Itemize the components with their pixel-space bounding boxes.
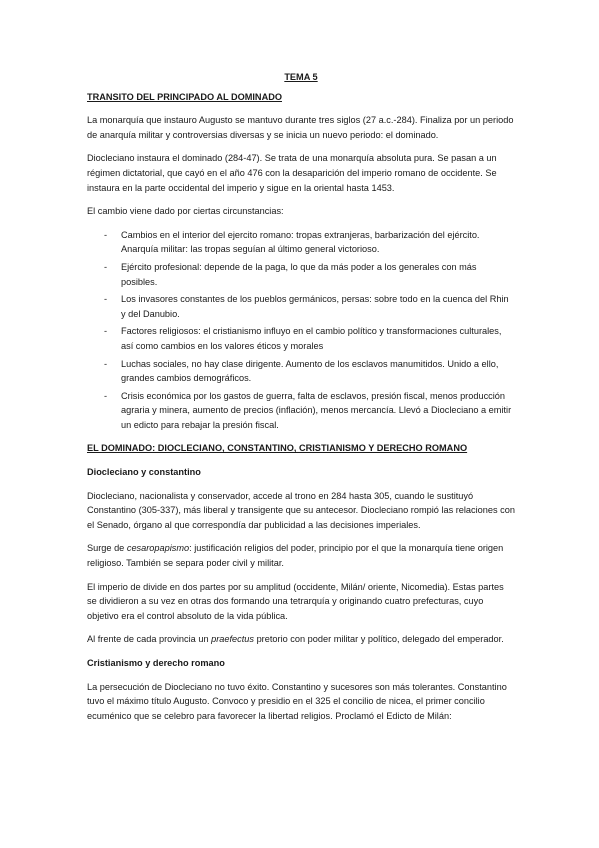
circumstances-list bbox=[87, 228, 515, 433]
list-item bbox=[87, 324, 515, 353]
bullet-dash: - bbox=[104, 358, 108, 369]
list-item-text: Luchas sociales, no hay clase dirigente. Aumento de los esclavos manumitidos. Unido a ello, grandes cambios demográficos. bbox=[121, 358, 499, 384]
italic-term: praefectus bbox=[211, 634, 255, 645]
paragraph: La persecución de Diocleciano no tuvo éxito. Constantino y sucesores son más tolerantes. Constantino tuvo el máximo título Augusto. Convoco y presidio en el 325 el concilio de nicea, el primer concilio ecuménico que se celebro para favorecer la libertad religios. Proclamó el Edicto de Milán: bbox=[87, 681, 507, 721]
paragraph: Diocleciano, nacionalista y conservador, accede al trono en 284 hasta 305, cuando le sustituyó Constantino (305-337), más liberal y transigente que su antecesor. Diocleciano rompió las relaciones con el Senado, órgano al que correspondía dar publicidad a las decisiones imperiales. bbox=[87, 490, 515, 530]
list-item bbox=[87, 292, 515, 321]
paragraph-text: : justificación religios del poder, principio por el que la monarquía tiene origen religioso. También se separa poder civil y militar. bbox=[87, 543, 504, 569]
list-item bbox=[87, 357, 515, 386]
bullet-dash: - bbox=[104, 229, 108, 240]
paragraph-text: Al frente de cada provincia un bbox=[87, 634, 212, 645]
section-heading-dominado: EL DOMINADO: DIOCLECIANO, CONSTANTINO, CRISTIANISMO Y DERECHO ROMANO bbox=[87, 443, 468, 454]
list-item bbox=[87, 260, 515, 289]
subsection-heading-cristianismo: Cristianismo y derecho romano bbox=[87, 658, 225, 668]
list-item bbox=[87, 228, 515, 257]
paragraph bbox=[87, 632, 515, 647]
bullet-dash: - bbox=[104, 294, 108, 305]
list-item-text: Ejército profesional: depende de la paga, lo que da más poder a los generales con más posibles. bbox=[121, 261, 477, 287]
paragraph: Diocleciano instaura el dominado (284-47). Se trata de una monarquía absoluta pura. Se pasan a un régimen dictatorial, que cayó en el año 476 con la desaparición del imperio romano de occidente. Se instaura en la parte occidental del imperio y sigue en la oriental hasta 1453. bbox=[87, 153, 497, 193]
section-heading-transito: TRANSITO DEL PRINCIPADO AL DOMINADO bbox=[87, 91, 282, 102]
italic-term: cesaropapismo bbox=[126, 543, 190, 554]
list-item-text: Los invasores constantes de los pueblos germánicos, persas: sobre todo en la cuenca del Rhin y del Danubio. bbox=[121, 294, 509, 319]
list-item-text: Cambios en el interior del ejercito romano: tropas extranjeras, barbarización del ejército. Anarquía militar: las tropas seguían al último general victorioso. bbox=[121, 229, 480, 255]
bullet-dash: - bbox=[104, 261, 108, 272]
paragraph-text: pretorio con poder militar y político, delegado del emperador. bbox=[254, 634, 504, 645]
paragraph: El cambio viene dado por ciertas circunstancias: bbox=[87, 206, 284, 217]
document-title: TEMA 5 bbox=[284, 72, 318, 82]
list-item bbox=[87, 389, 515, 433]
bullet-dash: - bbox=[104, 326, 108, 337]
list-item-text: Crisis económica por los gastos de guerra, falta de esclavos, presión fiscal, menos producción agraria y minera, aumento de precios (inflación), menos mercancía. Llevó a Diocleciano a emitir un edicto para rebajar la presión fiscal. bbox=[121, 390, 512, 430]
paragraph: La monarquía que instauro Augusto se mantuvo durante tres siglos (27 a.c.-284). Finaliza por un periodo de anarquía militar y controversias diversas y se inicia un nuevo periodo: el dominado. bbox=[87, 115, 514, 140]
paragraph: El imperio de divide en dos partes por su amplitud (occidente, Milán/ oriente, Nicomedia). Estas partes se dividieron a su vez en otras dos formando una tetrarquía y originando cuatro prefecturas, cuyo objetivo era el control absoluto de la vida pública. bbox=[87, 581, 504, 621]
bullet-dash: - bbox=[104, 390, 108, 401]
subsection-heading-diocleciano: Diocleciano y constantino bbox=[87, 467, 201, 478]
paragraph-text: Surge de bbox=[87, 543, 127, 554]
list-item-text: Factores religiosos: el cristianismo influyo en el cambio político y transformaciones culturales, así como cambios en los valores éticos y morales bbox=[121, 326, 502, 351]
paragraph bbox=[87, 541, 515, 570]
